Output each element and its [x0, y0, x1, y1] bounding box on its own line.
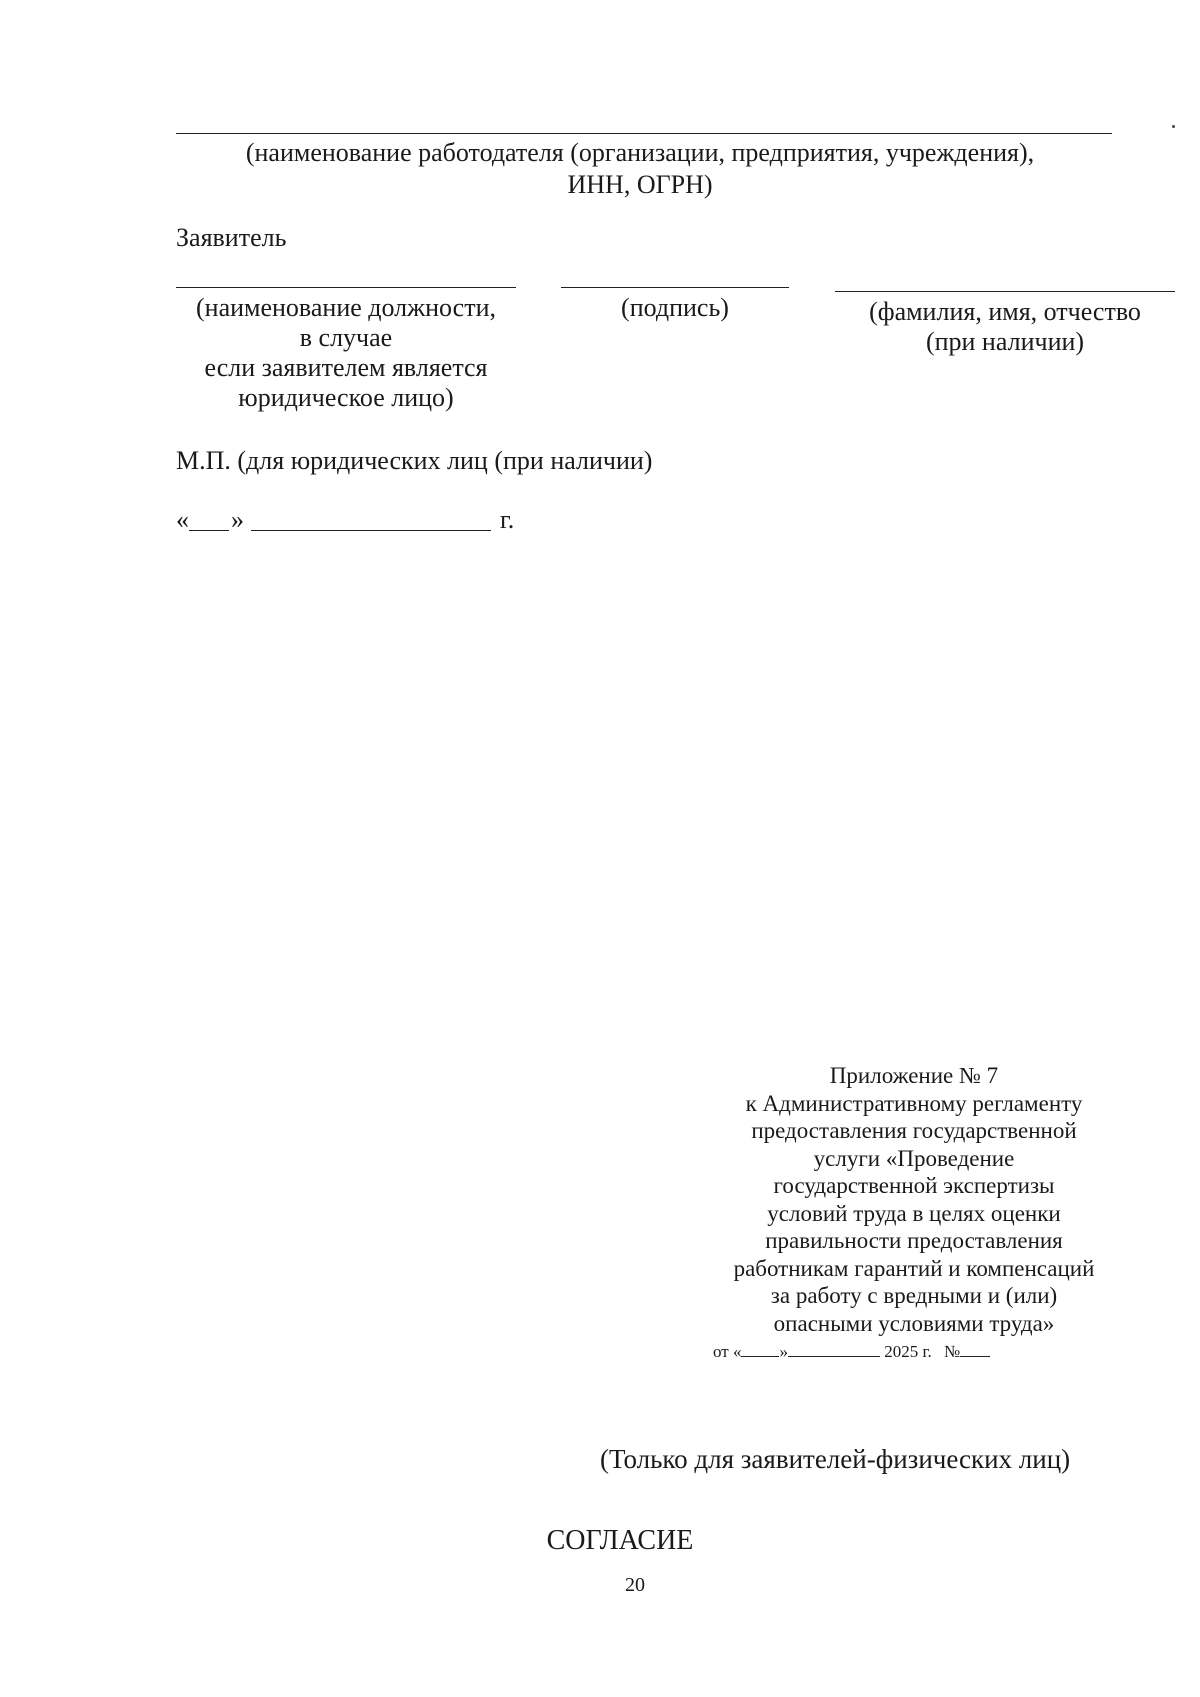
position-caption-line1: (наименование должности,	[196, 293, 496, 322]
physical-persons-note: (Только для заявителей-физических лиц)	[600, 1444, 1071, 1474]
date-year-suffix: г.	[500, 505, 515, 534]
applicant-label: Заявитель	[176, 223, 287, 252]
appendix-date-prefix: от «	[713, 1342, 742, 1361]
appendix-line: условий труда в целях оценки	[767, 1200, 1061, 1226]
name-caption	[835, 297, 1175, 357]
page-number: 20	[625, 1574, 645, 1596]
name-underline	[835, 291, 1175, 292]
appendix-line: предоставления государственной	[751, 1118, 1077, 1143]
appendix-date-line	[713, 1342, 990, 1362]
appendix-line: за работу с вредными и (или)	[770, 1283, 1058, 1308]
date-close-quote: »	[231, 505, 244, 534]
position-caption	[160, 293, 532, 413]
name-caption-line2: (при наличии)	[925, 327, 1085, 356]
appendix-date-close: »	[779, 1342, 788, 1361]
appendix-day-blank	[741, 1342, 779, 1357]
signature-caption: (подпись)	[621, 293, 729, 322]
appendix-line: опасными условиями труда»	[773, 1310, 1055, 1336]
position-caption-line2: в случае	[299, 323, 393, 352]
date-day-blank	[189, 530, 229, 531]
appendix-month-blank	[788, 1342, 880, 1357]
appendix-line: Приложение № 7	[829, 1063, 999, 1088]
position-underline	[176, 287, 516, 288]
appendix-year: 2025 г.	[884, 1342, 932, 1361]
position-caption-line3: если заявителем является	[204, 353, 488, 382]
stamp-text: М.П. (для юридических лиц (при наличии)	[176, 446, 653, 475]
signature-underline	[561, 287, 789, 288]
appendix-number-sign: №	[944, 1342, 961, 1361]
appendix-header	[714, 1062, 1114, 1337]
appendix-line: к Административному регламенту	[745, 1090, 1083, 1116]
date-month-blank	[251, 530, 491, 531]
date-open-quote: «	[176, 505, 189, 534]
employer-caption-line2: ИНН, ОГРН)	[567, 170, 713, 199]
employer-underline	[176, 133, 1112, 134]
employer-caption	[150, 138, 1130, 200]
appendix-line: услуги «Проведение	[813, 1145, 1015, 1171]
name-caption-line1: (фамилия, имя, отчество	[869, 297, 1141, 326]
scan-speck	[1172, 125, 1175, 128]
appendix-line: правильности предоставления	[765, 1228, 1063, 1253]
consent-title: СОГЛАСИЕ	[546, 1525, 694, 1556]
appendix-line: государственной экспертизы	[773, 1173, 1055, 1198]
position-caption-line4: юридическое лицо)	[238, 383, 454, 412]
appendix-number-blank	[960, 1342, 990, 1357]
employer-caption-line1: (наименование работодателя (организации, предприятия, учреждения),	[245, 138, 1035, 167]
appendix-line: работникам гарантий и компенсаций	[733, 1255, 1095, 1281]
